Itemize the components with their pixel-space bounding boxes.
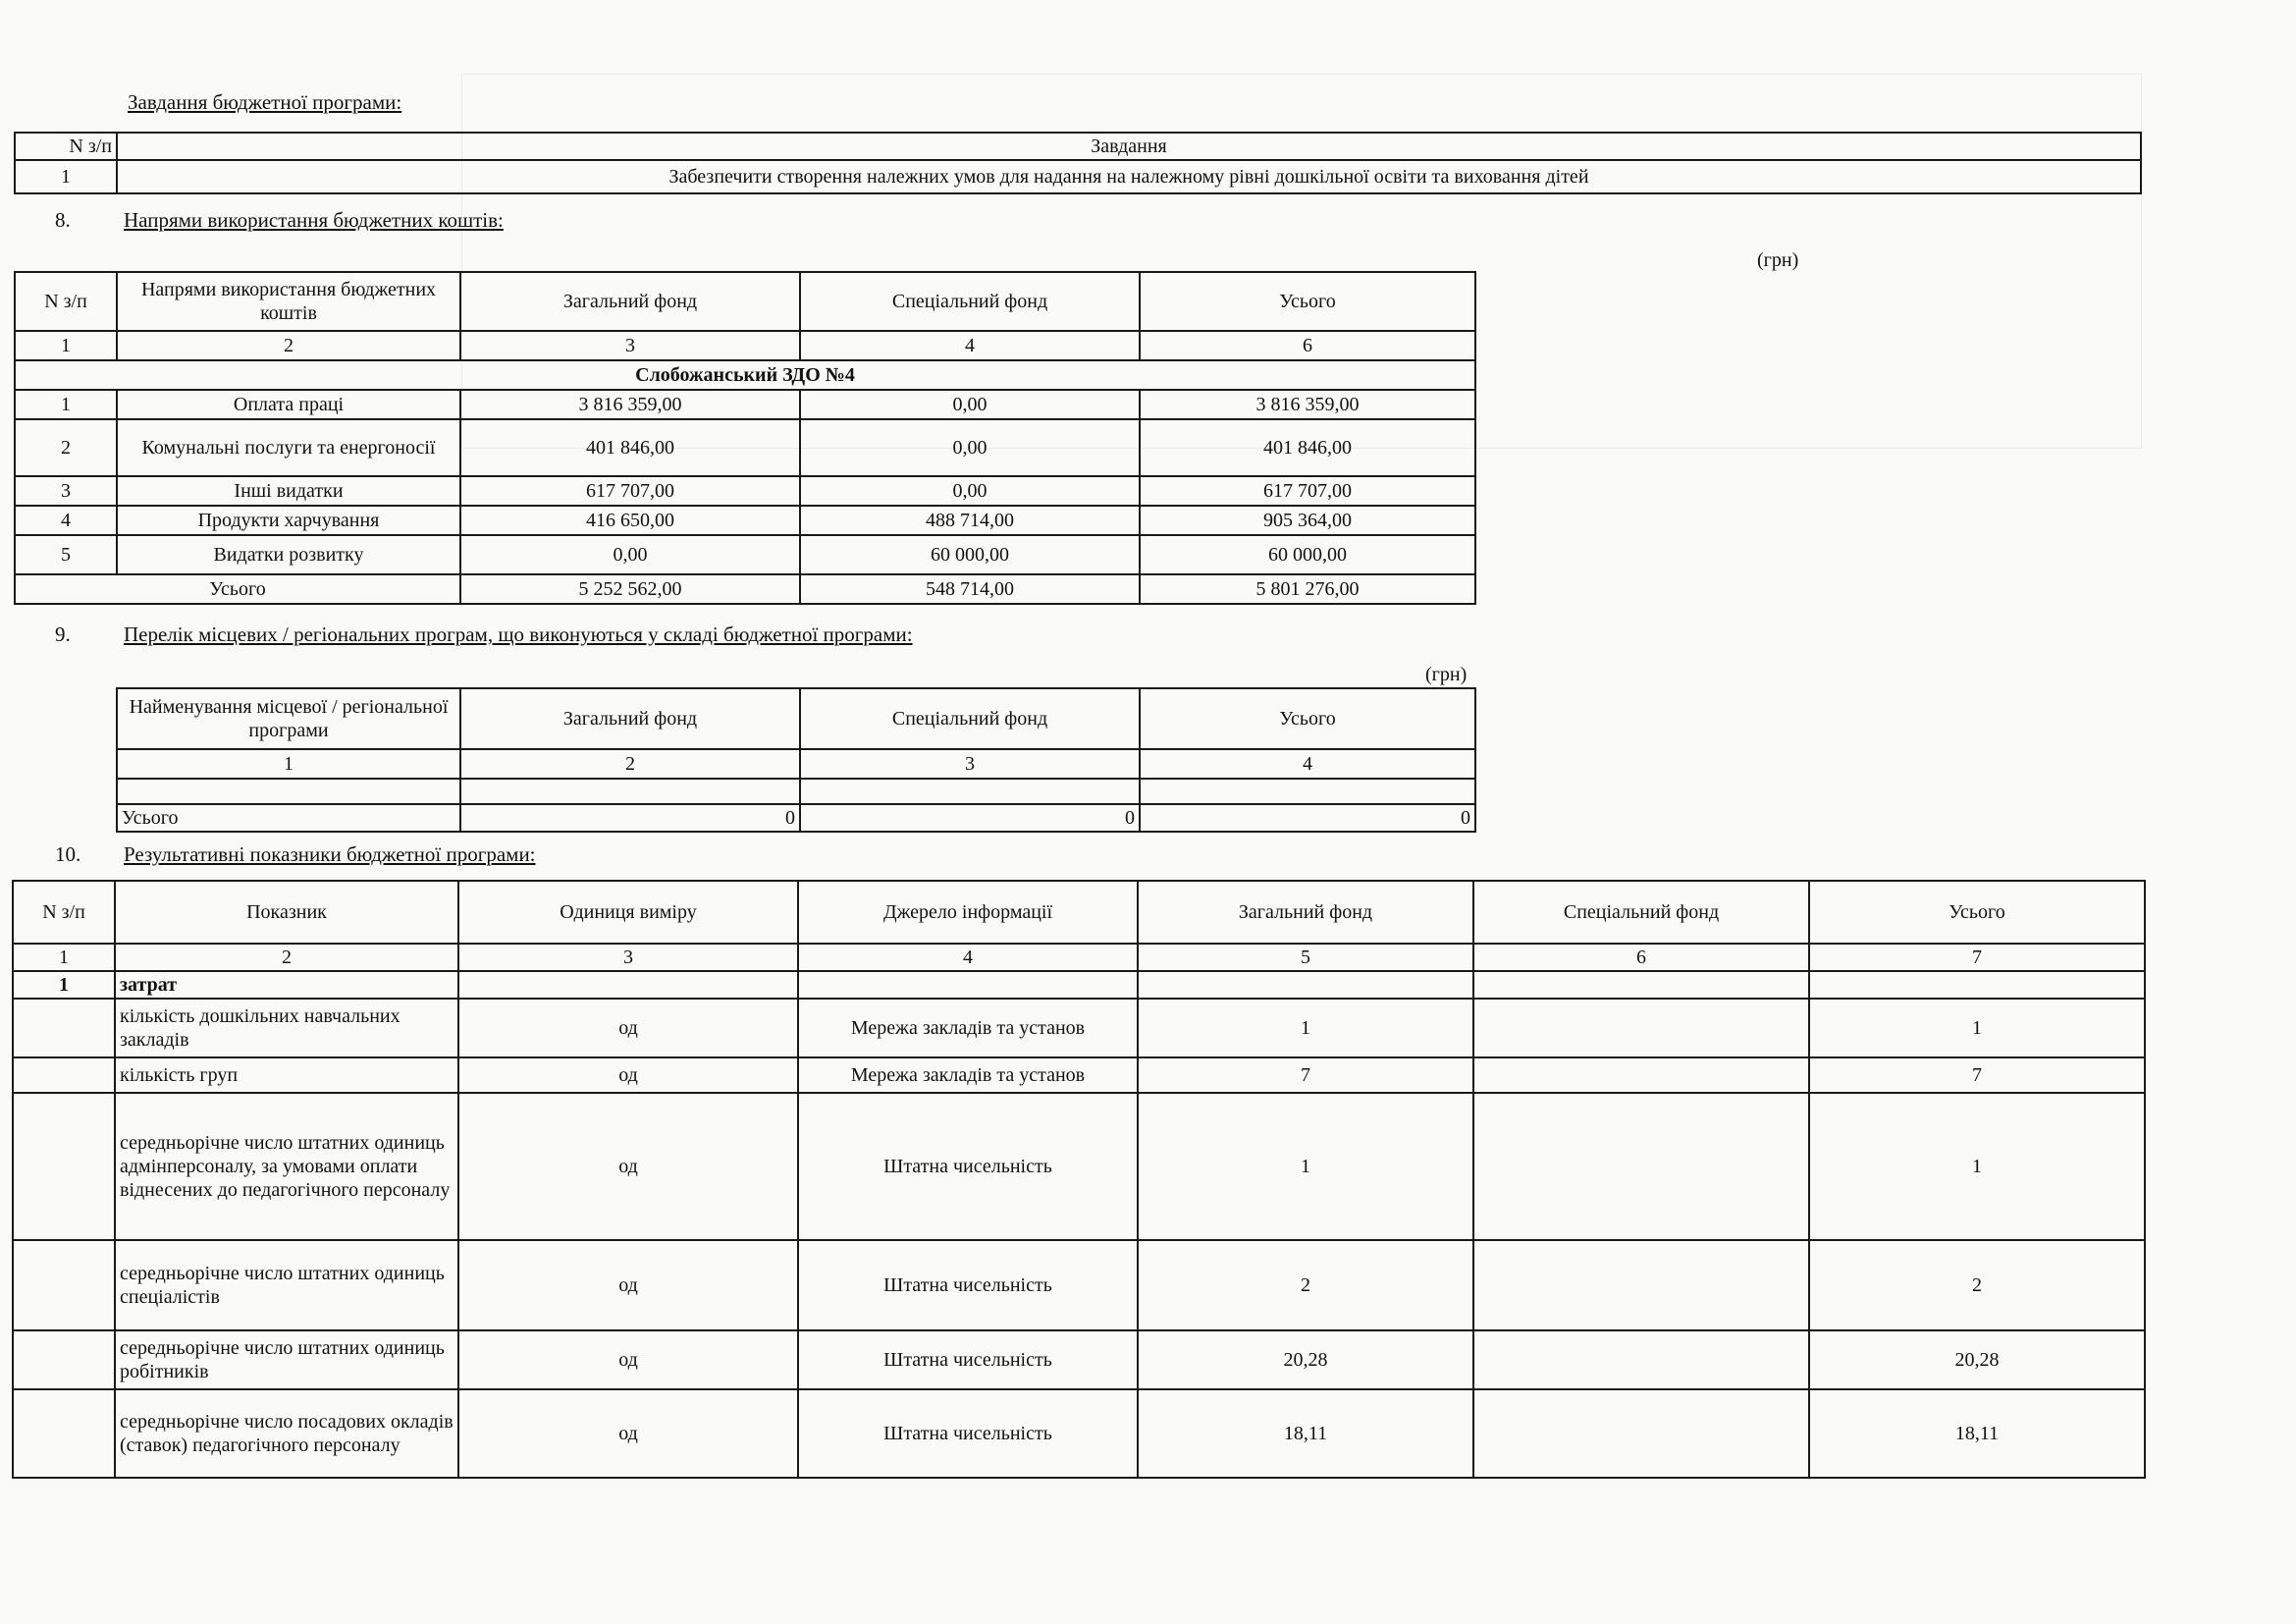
total-special-fund: 0 [800,804,1140,832]
column-number: 3 [800,749,1140,779]
cell-number: 4 [15,506,117,535]
total-general-fund: 0 [460,804,800,832]
cell-special-fund [1473,1093,1809,1240]
col-header-total: Усього [1140,272,1475,331]
col-header-general-fund: Загальний фонд [460,272,800,331]
cell-special-fund [1473,1057,1809,1093]
cell-general-fund: 401 846,00 [460,419,800,476]
column-number: 6 [1473,944,1809,971]
tasks-table [14,132,2142,194]
column-number: 1 [117,749,460,779]
total-special-fund: 548 714,00 [800,574,1140,604]
column-number: 4 [800,331,1140,360]
group-number: 1 [13,971,115,999]
col-header-direction: Напрями використання бюджетних коштів [117,272,460,331]
group-title: затрат [115,971,458,999]
section-heading: Перелік місцевих / регіональних програм, що виконуються у складі бюджетної програми: [124,623,913,646]
total-row [15,574,1475,604]
total-label: Усього [15,574,460,604]
cell-total: 1 [1809,999,2145,1057]
section-heading: Напрями використання бюджетних коштів: [124,208,504,232]
section-number: 9. [55,623,71,646]
column-number: 1 [13,944,115,971]
total-sum: 5 801 276,00 [1140,574,1475,604]
col-header-general-fund: Загальний фонд [460,688,800,749]
cell-special-fund: 60 000,00 [800,535,1140,574]
cell-total: 20,28 [1809,1330,2145,1389]
cell-unit: од [458,1389,798,1478]
cell-special-fund [1473,1240,1809,1330]
col-header-special-fund: Спеціальний фонд [800,272,1140,331]
column-number: 3 [458,944,798,971]
budget-directions-table [14,271,1476,605]
cell-indicator: середньорічне число штатних одиниць робітників [115,1330,458,1389]
table-row [13,999,2145,1057]
cell-total: 401 846,00 [1140,419,1475,476]
cell-general-fund: 416 650,00 [460,506,800,535]
section-10-title [55,842,536,867]
cell-number [13,1330,115,1389]
cell-indicator: середньорічне число штатних одиниць адмінперсоналу, за умовами оплати віднесених до педагогічного персоналу [115,1093,458,1240]
group-row [15,360,1475,390]
col-header-program-name: Найменування місцевої / регіональної програми [117,688,460,749]
table-row [13,1389,2145,1478]
cell-special-fund: 0,00 [800,390,1140,419]
col-header-source: Джерело інформації [798,881,1138,944]
table-row [15,390,1475,419]
col-header-number: N з/п [13,881,115,944]
col-header-unit: Одиниця виміру [458,881,798,944]
col-header-indicator: Показник [115,881,458,944]
col-header-total: Усього [1140,688,1475,749]
cell-source: Штатна чисельність [798,1389,1138,1478]
cell-general-fund: 18,11 [1138,1389,1473,1478]
total-row [117,804,1475,832]
cell-number [13,999,115,1057]
cell-number [13,1389,115,1478]
cell-indicator: кількість груп [115,1057,458,1093]
column-number: 2 [460,749,800,779]
cell-indicator: середньорічне число штатних одиниць спеціалістів [115,1240,458,1330]
table-row [15,535,1475,574]
cell-number: 1 [15,160,117,193]
table-row [15,476,1475,506]
total-sum: 0 [1140,804,1475,832]
col-header-task: Завдання [117,133,2141,160]
cell-number [13,1093,115,1240]
section-7-title: Завдання бюджетної програми: [128,90,402,114]
section-9-title [55,623,913,647]
cell-general-fund: 7 [1138,1057,1473,1093]
column-number: 2 [115,944,458,971]
section-heading: Результативні показники бюджетної програми: [124,842,536,866]
cell-special-fund [1473,1330,1809,1389]
cell-general-fund: 0,00 [460,535,800,574]
table-row [15,506,1475,535]
col-header-number: N з/п [15,133,117,160]
cell-direction: Оплата праці [117,390,460,419]
table-row [15,160,2141,193]
section-8-title [55,208,504,233]
table-header-row [15,133,2141,160]
cell-total: 3 816 359,00 [1140,390,1475,419]
section-number: 8. [55,208,71,232]
section-number: 10. [55,842,81,866]
cell-source: Мережа закладів та установ [798,1057,1138,1093]
column-number: 7 [1809,944,2145,971]
group-title: Слобожанський ЗДО №4 [15,360,1475,390]
cell-direction: Видатки розвитку [117,535,460,574]
col-header-general-fund: Загальний фонд [1138,881,1473,944]
cell-total: 905 364,00 [1140,506,1475,535]
col-header-total: Усього [1809,881,2145,944]
column-number: 5 [1138,944,1473,971]
column-number: 2 [117,331,460,360]
empty-row [117,779,1475,804]
table-header-row [117,688,1475,749]
table-row [13,1240,2145,1330]
cell-source: Мережа закладів та установ [798,999,1138,1057]
cell-total: 2 [1809,1240,2145,1330]
currency-unit: (грн) [1425,664,1468,685]
col-header-special-fund: Спеціальний фонд [1473,881,1809,944]
column-number: 3 [460,331,800,360]
cell-special-fund: 0,00 [800,419,1140,476]
cell-unit: од [458,1330,798,1389]
cell-general-fund: 1 [1138,999,1473,1057]
cell-total: 18,11 [1809,1389,2145,1478]
cell-task: Забезпечити створення належних умов для надання на належному рівні дошкільної освіти та виховання дітей [117,160,2141,193]
cell-special-fund: 488 714,00 [800,506,1140,535]
column-number-row [117,749,1475,779]
cell-general-fund: 3 816 359,00 [460,390,800,419]
column-number: 1 [15,331,117,360]
table-header-row [13,881,2145,944]
table-row [13,1093,2145,1240]
cell-indicator: кількість дошкільних навчальних закладів [115,999,458,1057]
cell-general-fund: 2 [1138,1240,1473,1330]
cell-total: 617 707,00 [1140,476,1475,506]
table-row [13,1057,2145,1093]
cell-number: 3 [15,476,117,506]
group-row [13,971,2145,999]
cell-source: Штатна чисельність [798,1093,1138,1240]
performance-indicators-table [12,880,2146,1479]
column-number: 4 [1140,749,1475,779]
local-programs-table [116,687,1476,833]
cell-special-fund: 0,00 [800,476,1140,506]
currency-unit: (грн) [1757,249,1799,271]
col-header-special-fund: Спеціальний фонд [800,688,1140,749]
cell-number: 5 [15,535,117,574]
cell-general-fund: 20,28 [1138,1330,1473,1389]
cell-source: Штатна чисельність [798,1330,1138,1389]
total-label: Усього [117,804,460,832]
cell-total: 1 [1809,1093,2145,1240]
cell-direction: Інші видатки [117,476,460,506]
cell-unit: од [458,999,798,1057]
cell-total: 60 000,00 [1140,535,1475,574]
cell-number [13,1057,115,1093]
cell-direction: Комунальні послуги та енергоносії [117,419,460,476]
cell-special-fund [1473,1389,1809,1478]
table-row [13,1330,2145,1389]
cell-number: 1 [15,390,117,419]
column-number-row [13,944,2145,971]
cell-unit: од [458,1240,798,1330]
cell-unit: од [458,1093,798,1240]
table-row [15,419,1475,476]
column-number: 6 [1140,331,1475,360]
col-header-number: N з/п [15,272,117,331]
cell-total: 7 [1809,1057,2145,1093]
cell-indicator: середньорічне число посадових окладів (ставок) педагогічного персоналу [115,1389,458,1478]
cell-direction: Продукти харчування [117,506,460,535]
column-number: 4 [798,944,1138,971]
cell-special-fund [1473,999,1809,1057]
cell-number [13,1240,115,1330]
cell-general-fund: 617 707,00 [460,476,800,506]
cell-source: Штатна чисельність [798,1240,1138,1330]
cell-unit: од [458,1057,798,1093]
column-number-row [15,331,1475,360]
table-header-row [15,272,1475,331]
cell-number: 2 [15,419,117,476]
total-general-fund: 5 252 562,00 [460,574,800,604]
cell-general-fund: 1 [1138,1093,1473,1240]
